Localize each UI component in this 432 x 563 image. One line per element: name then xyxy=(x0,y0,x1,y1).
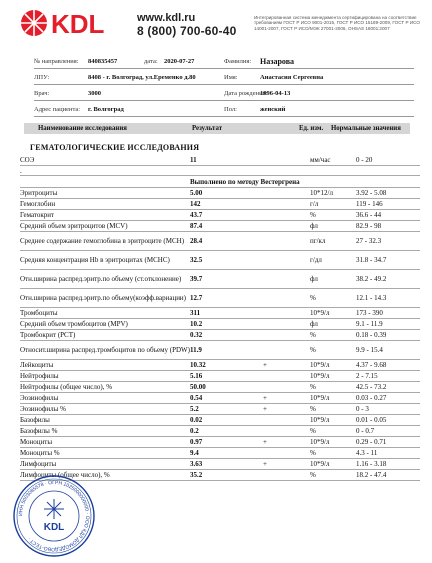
result-value: 5.16 xyxy=(190,372,203,380)
result-name: Эритроциты xyxy=(20,189,58,197)
address-value: г. Волгоград xyxy=(88,106,124,113)
result-unit: 10*9/л xyxy=(310,372,330,380)
result-value: 10.2 xyxy=(190,320,203,328)
site-url[interactable]: www.kdl.ru xyxy=(137,12,196,24)
result-unit: % xyxy=(310,405,316,413)
stamp-center-text: KDL xyxy=(43,522,65,533)
table-row xyxy=(20,341,420,360)
result-value: 50.00 xyxy=(190,383,206,391)
date-value: 2020-07-27 xyxy=(164,58,195,65)
result-value: 0.32 xyxy=(190,331,203,339)
result-value: 5.00 xyxy=(190,189,203,197)
table-row xyxy=(20,221,420,232)
phone-number: 8 (800) 700-60-40 xyxy=(137,24,237,38)
result-unit: фл xyxy=(310,320,318,328)
col-norm-header: Нормальные значения xyxy=(331,125,401,132)
lpu-value: 8408 - г. Волгоград, ул.Еременко д.80 xyxy=(88,74,196,81)
result-flag: + xyxy=(263,460,267,468)
result-norm: 173 - 390 xyxy=(356,309,383,317)
result-flag: + xyxy=(263,405,267,413)
table-row xyxy=(20,360,420,371)
result-name: . xyxy=(20,166,22,175)
result-name: СОЭ xyxy=(20,155,35,164)
divider xyxy=(34,100,414,101)
table-row xyxy=(20,330,420,341)
result-norm: 0 - 20 xyxy=(356,155,373,164)
result-unit: % xyxy=(310,294,316,302)
result-norm: 27 - 32.3 xyxy=(356,237,382,245)
table-row xyxy=(20,251,420,270)
result-unit: 10*9/л xyxy=(310,416,330,424)
stamp-ring-text: ИНН 5003085578 · ОГРН 1025000000000 · ООО КДЛ ДОМОДЕДОВО-ТЕСТ · xyxy=(17,479,91,553)
result-unit: г/л xyxy=(310,200,319,208)
result-flag: + xyxy=(263,394,267,402)
result-norm: 12.1 - 14.3 xyxy=(356,294,387,302)
table-row xyxy=(20,308,420,319)
result-unit: 10*9/л xyxy=(310,361,330,369)
surname-label: Фамилия: xyxy=(224,58,252,65)
result-value: 3.63 xyxy=(190,460,203,468)
result-unit: % xyxy=(310,471,316,479)
table-row xyxy=(20,382,420,393)
result-value: 11 xyxy=(190,155,197,164)
result-unit: % xyxy=(310,346,316,354)
result-name: Нейтрофилы xyxy=(20,372,59,380)
result-value: 5.2 xyxy=(190,405,199,413)
result-value: 32.5 xyxy=(190,256,203,264)
result-name: Отн.ширина распред.эритр.по объему(коэфф.вариации) xyxy=(20,294,187,302)
surname-value: Назарова xyxy=(260,57,295,66)
result-value: 0.54 xyxy=(190,394,203,402)
contact-block xyxy=(137,12,236,38)
result-flag: + xyxy=(263,438,267,446)
table-row xyxy=(20,210,420,221)
referral-label: № направления: xyxy=(34,58,79,65)
result-value: 28.4 xyxy=(190,237,203,245)
result-value: 142 xyxy=(190,200,201,208)
col-result-header: Результат xyxy=(192,125,223,132)
table-row xyxy=(20,437,420,448)
sex-value: женский xyxy=(260,106,286,113)
info-row-4 xyxy=(34,102,414,118)
info-row-3 xyxy=(34,86,414,102)
table-row xyxy=(20,404,420,415)
result-unit: % xyxy=(310,449,316,457)
result-value: 0.02 xyxy=(190,416,203,424)
referral-value: 840835457 xyxy=(88,58,118,65)
result-norm: 36.6 - 44 xyxy=(356,211,382,219)
result-unit: 10*12/л xyxy=(310,189,333,197)
info-row-1 xyxy=(34,54,414,70)
result-unit: 10*9/л xyxy=(310,309,330,317)
result-norm: 38.2 - 49.2 xyxy=(356,275,387,283)
result-name: Тромбоциты xyxy=(20,309,58,317)
divider xyxy=(34,68,414,69)
result-value: 0.2 xyxy=(190,427,199,435)
table-row xyxy=(20,415,420,426)
table-row xyxy=(20,371,420,382)
table-row xyxy=(20,270,420,289)
birth-value: 1996-04-13 xyxy=(260,90,291,97)
result-name: Гематокрит xyxy=(20,211,55,219)
address-label: Адрес пациента: xyxy=(34,106,81,113)
col-unit-header: Ед. изм. xyxy=(299,125,324,132)
result-unit: % xyxy=(310,383,316,391)
result-value: 39.7 xyxy=(190,275,203,283)
table-row xyxy=(20,319,420,330)
name-value: Анастасия Сергеевна xyxy=(260,74,324,81)
table-row xyxy=(20,154,420,166)
table-row xyxy=(20,426,420,437)
result-norm: 0 - 0.7 xyxy=(356,427,375,435)
result-name: Базофилы xyxy=(20,416,50,424)
table-row xyxy=(20,199,420,210)
result-value: Выполнено по методу Вестергрена xyxy=(190,177,300,186)
result-norm: 4.37 - 9.68 xyxy=(356,361,387,369)
date-label: дата: xyxy=(144,58,158,65)
stamp-mark-icon xyxy=(44,499,64,519)
result-norm: 1.16 - 3.18 xyxy=(356,460,387,468)
result-name: Лимфоциты (общее число), % xyxy=(20,471,110,479)
col-name-header: Наименование исследования xyxy=(38,125,127,132)
kdl-logo xyxy=(20,8,128,38)
result-norm: 0.18 - 0.39 xyxy=(356,331,387,339)
result-norm: 31.8 - 34.7 xyxy=(356,256,387,264)
result-name: Моноциты % xyxy=(20,449,60,457)
result-name: Средний объем тромбоцитов (MPV) xyxy=(20,320,128,328)
table-row xyxy=(20,289,420,308)
table-row xyxy=(20,188,420,199)
result-norm: 9.9 - 15.4 xyxy=(356,346,383,354)
result-norm: 0.01 - 0.05 xyxy=(356,416,387,424)
result-name: Нейтрофилы (общее число), % xyxy=(20,383,113,391)
result-norm: 0.03 - 0.27 xyxy=(356,394,387,402)
result-name: Гемоглобин xyxy=(20,200,56,208)
result-norm: 3.92 - 5.08 xyxy=(356,189,387,197)
result-value: 0.97 xyxy=(190,438,203,446)
result-unit: г/дл xyxy=(310,256,322,264)
result-name: Эозинофилы xyxy=(20,394,59,402)
result-norm: 42.5 - 73.2 xyxy=(356,383,387,391)
result-name: Базофилы % xyxy=(20,427,58,435)
result-unit: фл xyxy=(310,275,318,283)
name-label: Имя: xyxy=(224,74,238,81)
table-row xyxy=(20,232,420,251)
results-table-header xyxy=(24,123,410,134)
result-name: Моноциты xyxy=(20,438,53,446)
certification-text: Интегрированная система менеджмента сертифицирована на соответствие требованиям ГОСТ Р ИСО 9001-2015, ГОСТ Р ИСО 15189-2009, ГОСТ Р ИСО 14001-2007, ГОСТ Р ИСО/МЭК 27001-2006, OHSAS 18001:2007 xyxy=(254,15,420,31)
table-row xyxy=(20,459,420,470)
result-name: Лимфоциты xyxy=(20,460,57,468)
result-name: Относит.ширина распред.тромбоцитов по объему (PDW) xyxy=(20,346,190,354)
sex-label: Пол: xyxy=(224,106,237,113)
result-unit: % xyxy=(310,211,316,219)
result-value: 11.9 xyxy=(190,346,202,354)
result-unit: % xyxy=(310,427,316,435)
divider xyxy=(34,84,414,85)
result-value: 311 xyxy=(190,309,201,317)
result-norm: 9.1 - 11.9 xyxy=(356,320,383,328)
result-value: 12.7 xyxy=(190,294,203,302)
result-name: Эозинофилы % xyxy=(20,405,66,413)
results-table xyxy=(20,154,420,481)
result-norm: 119 - 146 xyxy=(356,200,383,208)
table-row xyxy=(20,393,420,404)
result-norm: 82.9 - 98 xyxy=(356,222,382,230)
result-unit: 10*9/л xyxy=(310,438,330,446)
svg-text:KDL: KDL xyxy=(51,9,105,38)
result-value: 10.32 xyxy=(190,361,206,369)
result-name: Лейкоциты xyxy=(20,361,54,369)
doctor-label: Врач: xyxy=(34,90,50,97)
patient-info xyxy=(34,54,414,118)
divider xyxy=(34,116,414,117)
result-unit: пг/кл xyxy=(310,237,326,245)
result-name: Тромбокрит (PCT) xyxy=(20,331,76,339)
result-flag: + xyxy=(263,361,267,369)
table-row xyxy=(20,176,420,188)
result-unit: мм/час xyxy=(310,155,331,164)
result-norm: 2 - 7.15 xyxy=(356,372,378,380)
result-value: 87.4 xyxy=(190,222,203,230)
result-norm: 0 - 3 xyxy=(356,405,369,413)
doctor-value: 3000 xyxy=(88,90,101,97)
result-name: Среднее содержание гемоглобина в эритроците (MCH) xyxy=(20,237,185,245)
lpu-label: ЛПУ: xyxy=(34,74,50,81)
table-row xyxy=(20,166,420,176)
result-value: 9.4 xyxy=(190,449,199,457)
result-unit: 10*9/л xyxy=(310,460,330,468)
lab-stamp xyxy=(12,474,96,558)
result-value: 43.7 xyxy=(190,211,203,219)
result-unit: фл xyxy=(310,222,318,230)
result-norm: 18.2 - 47.4 xyxy=(356,471,387,479)
result-unit: 10*9/л xyxy=(310,394,330,402)
result-unit: % xyxy=(310,331,316,339)
result-norm: 4.3 - 11 xyxy=(356,449,378,457)
result-norm: 0.29 - 0.71 xyxy=(356,438,387,446)
report-header xyxy=(0,0,432,48)
birth-label: Дата рождения: xyxy=(224,90,268,97)
info-row-2 xyxy=(34,70,414,86)
table-row xyxy=(20,448,420,459)
result-value: 35.2 xyxy=(190,471,203,479)
section-title: ГЕМАТОЛОГИЧЕСКИЕ ИССЛЕДОВАНИЯ xyxy=(30,143,200,152)
result-name: Средняя концентрация Hb в эритроцитах (MCHC) xyxy=(20,256,170,264)
result-name: Отн.ширина распред.эритр.по объему (ст.отклонение) xyxy=(20,275,182,283)
result-name: Средний объем эритроцитов (MCV) xyxy=(20,222,128,230)
logo-mark-icon xyxy=(21,10,47,36)
